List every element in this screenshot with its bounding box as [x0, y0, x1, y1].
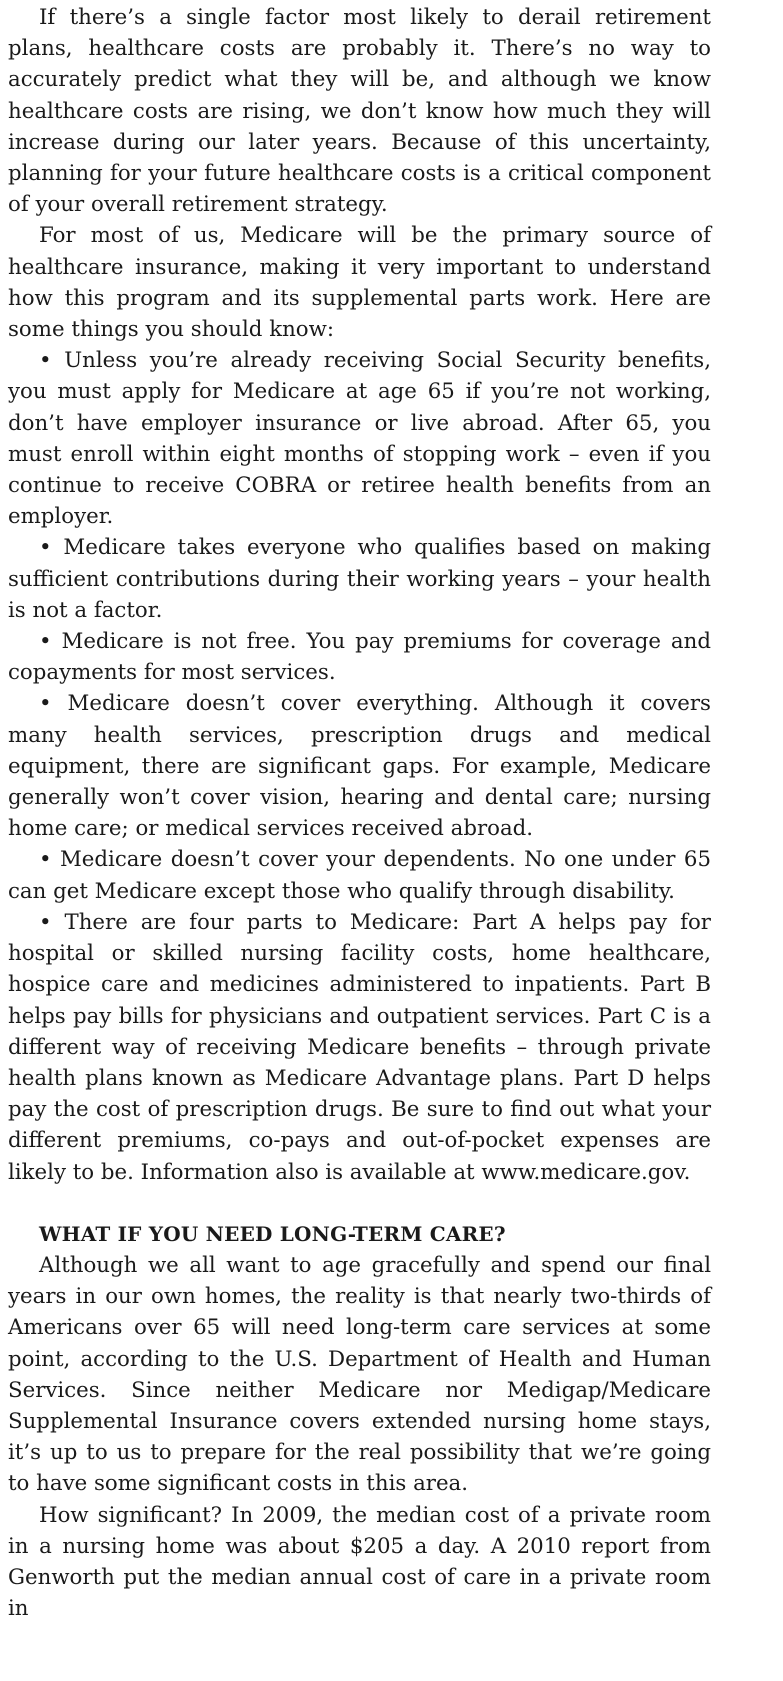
bullet-item-2 — [8, 532, 711, 626]
intro-paragraph-2: For most of us, Medicare will be the primary source of healthcare insurance, making it very important to understand how this program and its supplemental parts work. Here are some things you should know: — [8, 223, 711, 343]
section-heading: WHAT IF YOU NEED LONG-TERM CARE? — [39, 1221, 506, 1246]
bullet-mark: • — [39, 348, 52, 374]
bullet-mark: • — [39, 535, 52, 561]
bullet-item-4 — [8, 688, 711, 844]
bullet-text: Unless you’re already receiving Social Security benefits, you must apply for Medicare at age 65 if you’re not working, don’t have employer insurance or live abroad. After 65, you must enroll within eight months of stopping work – even if you continue to receive COBRA or retiree health benefits from an employer. — [8, 348, 711, 530]
bullet-mark: • — [39, 909, 52, 935]
section-paragraph-1: Although we all want to age gracefully and spend our final years in our own homes, the reality is that nearly two-thirds of Americans over 65 will need long-term care services at some point, according to the U.S. Department of Health and Human Services. Since neither Medicare nor Medigap/Medicare Supplemental Insurance covers extended nursing home stays, it’s up to us to prepare for the real possibility that we’re going to have some significant costs in this area. — [8, 1252, 711, 1497]
bullet-text: Medicare doesn’t cover everything. Although it covers many health services, prescription drugs and medical equipment, there are significant gaps. For example, Medicare generally won’t cover vision, hearing and dental care; nursing home care; or medical services received abroad. — [8, 691, 711, 842]
bullet-item-5 — [8, 844, 711, 906]
bullet-text: Medicare takes everyone who qualifies based on making sufficient contributions during their working years – your health is not a factor. — [8, 535, 711, 623]
bullet-mark: • — [39, 691, 52, 717]
bullet-text: Medicare doesn’t cover your dependents. No one under 65 can get Medicare except those who qualify through disability. — [8, 847, 711, 904]
bullet-item-6 — [8, 907, 711, 1188]
bullet-text: There are four parts to Medicare: Part A helps pay for hospital or skilled nursing facility costs, home healthcare, hospice care and medicines administered to inpatients. Part B helps pay bills for physicians and outpatient services. Part C is a different way of receiving Medicare benefits – through private health plans known as Medicare Advantage plans. Part D helps pay the cost of prescription drugs. Be sure to find out what your different premiums, co-pays and out-of-pocket expenses are likely to be. Information also is available at www.medicare.gov. — [8, 909, 711, 1185]
bullet-mark: • — [39, 629, 52, 655]
bullet-item-1 — [8, 345, 711, 532]
document-page — [8, 2, 711, 1624]
bullet-item-3 — [8, 626, 711, 688]
intro-paragraph-1: If there’s a single factor most likely to derail retirement plans, healthcare costs are probably it. There’s no way to accurately predict what they will be, and although we know healthcare costs are rising, we don’t know how much they will increase during our later years. Because of this uncertainty, planning for your future healthcare costs is a critical component of your overall retirement strategy. — [8, 5, 711, 218]
section-paragraph-2: How significant? In 2009, the median cost of a private room in a nursing home was about $205 a day. A 2010 report from Genworth put the median annual cost of care in a private room in — [8, 1502, 711, 1622]
bullet-text: Medicare is not free. You pay premiums for coverage and copayments for most services. — [8, 629, 711, 686]
bullet-mark: • — [39, 847, 52, 873]
